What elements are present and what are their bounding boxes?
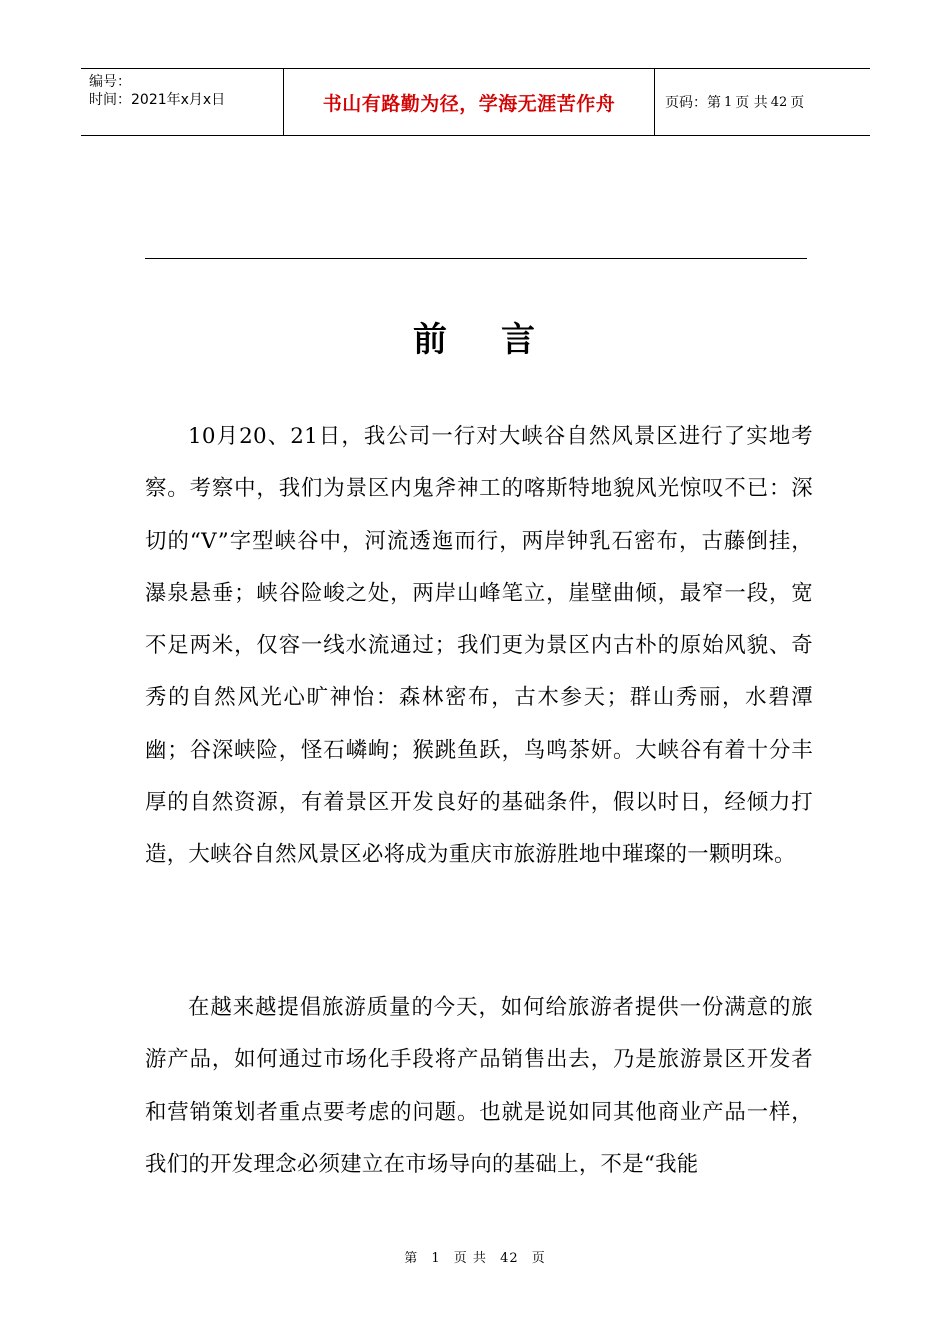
document-header (81, 68, 870, 136)
footer-suffix: 页 (531, 1251, 546, 1266)
title-char-2: 言 (501, 320, 537, 360)
page-title (0, 312, 950, 361)
page-footer (0, 1247, 950, 1266)
page-number: 1 (724, 94, 733, 110)
footer-mid: 页 共 (453, 1251, 487, 1266)
page-suffix: 页 (790, 95, 805, 111)
footer-total: 42 (500, 1251, 519, 1266)
section-divider (145, 258, 807, 259)
number-label: 编号： (89, 74, 131, 90)
header-motto: 书山有路勤为径，学海无涯苦作舟 (322, 92, 616, 115)
total-pages: 42 (770, 94, 788, 110)
paragraph-2: 在越来越提倡旅游质量的今天，如何给旅游者提供一份满意的旅游产品，如何通过市场化手段将产品销售出去，乃是旅游景区开发者和营销策划者重点要考虑的问题。也就是说如同其他商业产品一样，我们的开发理念必须建立在市场导向的基础上，不是“我能 (145, 995, 813, 1177)
page-prefix: 页码：第 (665, 95, 721, 111)
header-motto-cell (283, 69, 655, 135)
page-mid: 页 共 (735, 95, 768, 111)
footer-prefix: 第 (404, 1251, 419, 1266)
time-label: 时间：2021年x月x日 (89, 92, 226, 108)
paragraph-1: 10月20、21日，我公司一行对大峡谷自然风景区进行了实地考察。考察中，我们为景区内鬼斧神工的喀斯特地貌风光惊叹不已：深切的“V”字型峡谷中，河流透迤而行，两岸钟乳石密布，古藤倒挂，瀑泉悬垂；峡谷险峻之处，两岸山峰笔立，崖壁曲倾，最窄一段，宽不足两米，仅容一线水流通过；我们更为景区内古朴的原始风貌、奇秀的自然风光心旷神怡：森林密布，古木参天；群山秀丽，水碧潭幽；谷深峡险，怪石嶙峋；猴跳鱼跃，鸟鸣茶妍。大峡谷有着十分丰厚的自然资源，有着景区开发良好的基础条件，假以时日，经倾力打造，大峡谷自然风景区必将成为重庆市旅游胜地中璀璨的一颗明珠。 (145, 424, 813, 868)
header-meta-cell (81, 69, 283, 135)
footer-page: 1 (431, 1251, 441, 1266)
header-page-cell (655, 69, 870, 135)
title-char-1: 前 (413, 320, 449, 360)
